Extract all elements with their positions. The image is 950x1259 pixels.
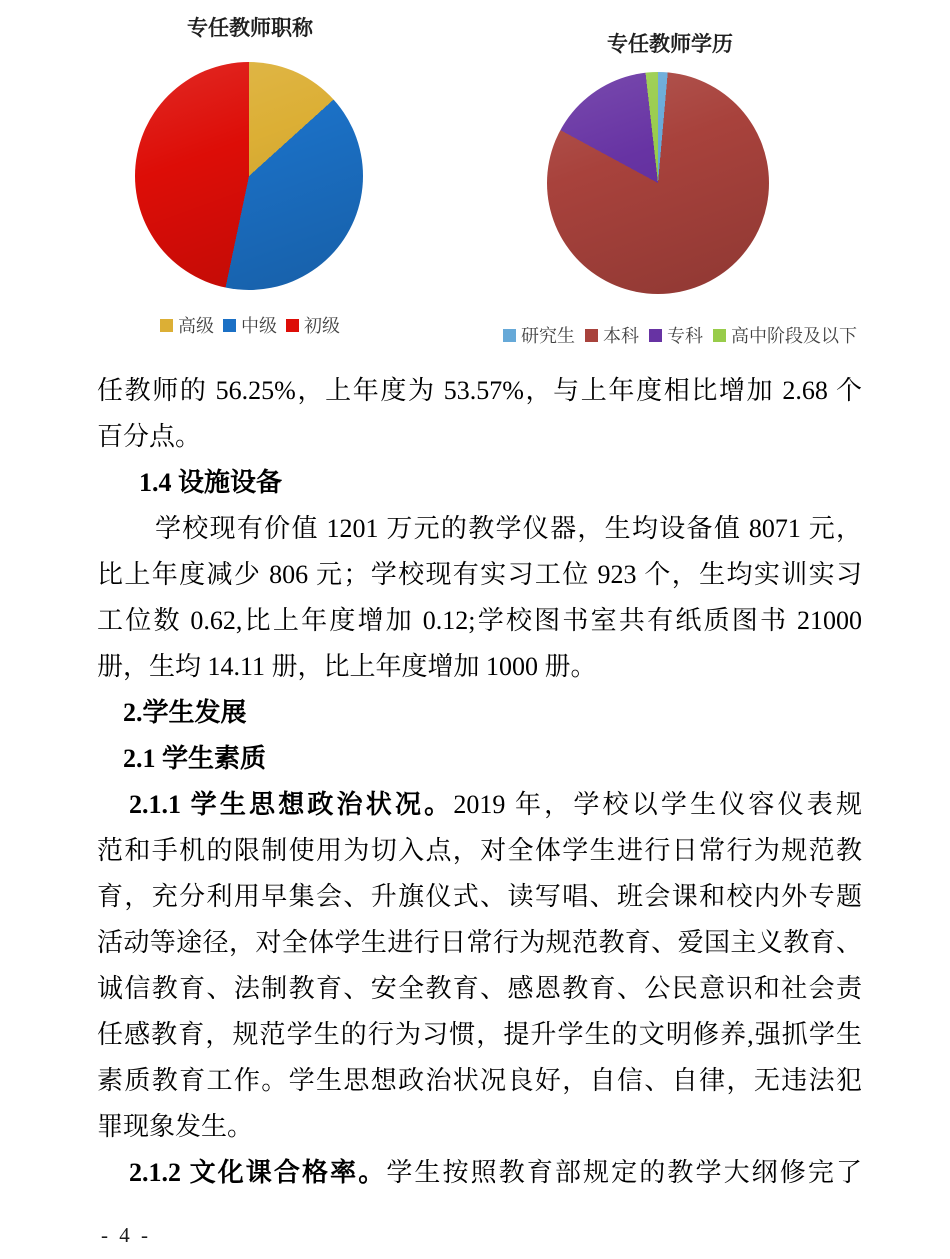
legend-item bbox=[649, 322, 703, 348]
chart-title-teacher-rank: 专任教师职称 bbox=[187, 17, 313, 40]
legend-label: 高级 bbox=[178, 316, 214, 336]
text-line: 任感教育，规范学生的行为习惯，提升学生的文明修养,强抓学生 bbox=[97, 1020, 862, 1049]
text-line: 2.1.1 学生思想政治状况。2019 年，学校以学生仪容仪表规 bbox=[129, 790, 862, 819]
legend-label: 中级 bbox=[241, 316, 277, 336]
legend-swatch-icon bbox=[286, 319, 299, 332]
legend-teacher-rank bbox=[120, 312, 380, 338]
text-line: 2.1.2 文化课合格率。学生按照教育部规定的教学大纲修完了 bbox=[129, 1158, 862, 1187]
text-line: 育，充分利用早集会、升旗仪式、读写唱、班会课和校内外专题 bbox=[97, 882, 862, 911]
legend-label: 高中阶段及以下 bbox=[731, 326, 857, 346]
text-line: 罪现象发生。 bbox=[97, 1112, 254, 1141]
chart-title-teacher-education: 专任教师学历 bbox=[607, 33, 733, 56]
legend-item bbox=[286, 312, 340, 338]
legend-swatch-icon bbox=[223, 319, 236, 332]
text-line: 比上年度减少 806 元；学校现有实习工位 923 个，生均实训实习 bbox=[97, 560, 862, 589]
heading-line: 1.4 设施设备 bbox=[139, 468, 283, 497]
text-line: 诚信教育、法制教育、安全教育、感恩教育、公民意识和社会责 bbox=[97, 974, 862, 1003]
legend-item bbox=[503, 322, 575, 348]
legend-label: 专科 bbox=[667, 326, 703, 346]
text-line: 百分点。 bbox=[97, 422, 202, 451]
document-body bbox=[97, 368, 862, 1196]
pie-chart-teacher-education bbox=[547, 72, 769, 294]
text-line: 素质教育工作。学生思想政治状况良好，自信、自律，无违法犯 bbox=[97, 1066, 862, 1095]
text-line: 任教师的 56.25%，上年度为 53.57%，与上年度相比增加 2.68 个 bbox=[97, 376, 862, 405]
legend-item bbox=[160, 312, 214, 338]
heading-line: 2.学生发展 bbox=[123, 698, 247, 727]
text-line: 活动等途径，对全体学生进行日常行为规范教育、爱国主义教育、 bbox=[97, 928, 862, 957]
legend-swatch-icon bbox=[503, 329, 516, 342]
bold-run: 2.1.1 学生思想政治状况。 bbox=[129, 790, 454, 819]
text-line: 工位数 0.62,比上年度增加 0.12;学校图书室共有纸质图书 21000 bbox=[97, 606, 862, 635]
legend-label: 本科 bbox=[603, 326, 639, 346]
text-line: 册，生均 14.11 册，比上年度增加 1000 册。 bbox=[97, 652, 597, 681]
text-line: 学校现有价值 1201 万元的教学仪器，生均设备值 8071 元， bbox=[155, 514, 862, 543]
legend-teacher-education bbox=[450, 322, 910, 348]
pie-chart-teacher-rank bbox=[135, 62, 363, 290]
legend-swatch-icon bbox=[649, 329, 662, 342]
heading-line: 2.1 学生素质 bbox=[123, 744, 267, 773]
legend-swatch-icon bbox=[713, 329, 726, 342]
text-line: 范和手机的限制使用为切入点，对全体学生进行日常行为规范教 bbox=[97, 836, 862, 865]
legend-swatch-icon bbox=[160, 319, 173, 332]
legend-label: 初级 bbox=[304, 316, 340, 336]
legend-label: 研究生 bbox=[521, 326, 575, 346]
legend-item bbox=[713, 322, 857, 348]
legend-swatch-icon bbox=[585, 329, 598, 342]
page-number: - 4 - bbox=[101, 1223, 151, 1247]
legend-item bbox=[223, 312, 277, 338]
legend-item bbox=[585, 322, 639, 348]
bold-run: 2.1.2 文化课合格率。 bbox=[129, 1158, 387, 1187]
